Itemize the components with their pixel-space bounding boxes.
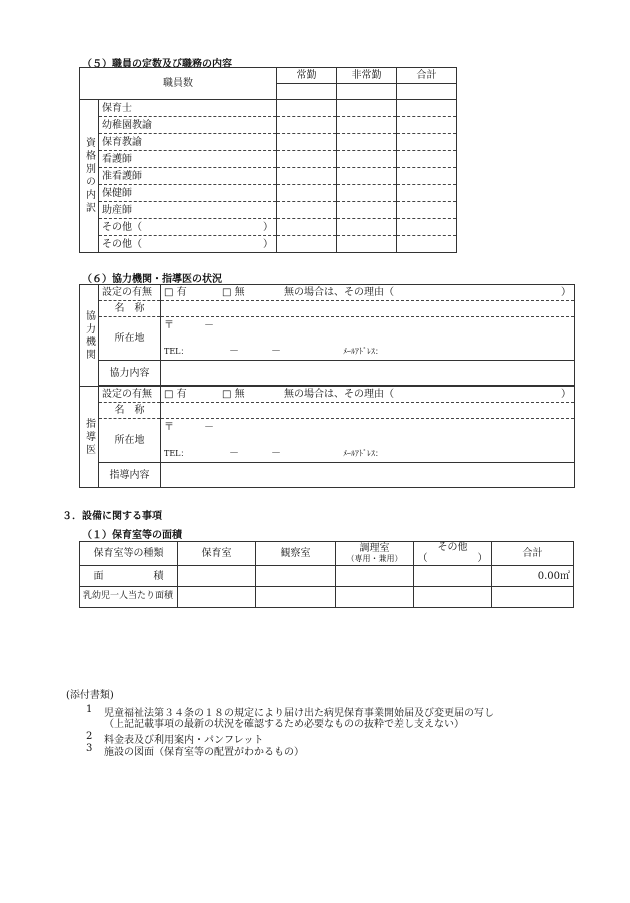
staff-cell[interactable]	[397, 168, 457, 185]
staff-cell[interactable]	[397, 202, 457, 219]
staff-row-label: 保育教諭	[99, 134, 277, 151]
yes-checkbox[interactable]: □ 有	[164, 287, 187, 298]
section-5-heading: （５）職員の定数及び職務の内容	[82, 59, 232, 70]
attachment-number: 2	[86, 731, 93, 742]
cooperation-table	[79, 284, 575, 488]
no-checkbox[interactable]: □ 無	[222, 287, 245, 298]
staff-cell[interactable]	[277, 168, 337, 185]
reason-close: ）	[561, 389, 571, 400]
kitchen-header	[336, 542, 414, 566]
close-paren: ）	[263, 238, 273, 250]
other-label: その他	[437, 542, 468, 553]
area-cell[interactable]	[178, 566, 256, 587]
parttime-header: 非常勤	[337, 68, 397, 84]
staff-cell[interactable]	[277, 134, 337, 151]
setting-label: 設定の有無	[99, 285, 161, 301]
observation-header: 観察室	[256, 542, 336, 566]
staff-cell[interactable]	[277, 219, 337, 236]
staff-cell[interactable]	[277, 202, 337, 219]
staff-cell[interactable]	[337, 100, 397, 117]
staff-count-header: 職員数	[80, 68, 277, 100]
reason-label: 無の場合は、その理由（	[284, 287, 394, 298]
name-field[interactable]	[161, 403, 575, 419]
staff-row-label: 看護師	[99, 151, 277, 168]
staff-cell[interactable]	[337, 202, 397, 219]
attachment-text: 施設の図面（保育室等の配置がわかるもの）	[104, 747, 304, 758]
staff-cell[interactable]	[277, 236, 337, 253]
fulltime-total-cell[interactable]	[277, 84, 337, 100]
staff-cell[interactable]	[337, 168, 397, 185]
content-label: 指導内容	[99, 463, 161, 488]
setting-label: 設定の有無	[99, 387, 161, 403]
parttime-total-cell[interactable]	[337, 84, 397, 100]
staff-cell[interactable]	[397, 117, 457, 134]
staff-row-other[interactable]	[99, 236, 277, 253]
per-child-cell[interactable]	[492, 587, 574, 608]
staff-cell[interactable]	[277, 117, 337, 134]
staff-row-label: 保育士	[99, 100, 277, 117]
per-child-row-label: 乳幼児一人当たり面積	[80, 587, 178, 608]
area-total-value: 0.00㎡	[492, 566, 574, 587]
staff-row-label: 保健師	[99, 185, 277, 202]
total-header: 合計	[397, 68, 457, 84]
staff-row-label: 幼稚園教諭	[99, 117, 277, 134]
tel-label: TEL：	[164, 347, 189, 357]
attachment-number: 1	[86, 704, 93, 715]
mail-label: ﾒｰﾙｱﾄﾞﾚｽ：	[343, 449, 383, 459]
staff-table	[79, 67, 457, 253]
area-row-label: 面 積	[80, 566, 178, 587]
staff-row-label: 助産師	[99, 202, 277, 219]
name-field[interactable]	[161, 301, 575, 317]
content-field[interactable]	[161, 361, 575, 386]
nursery-header: 保育室	[178, 542, 256, 566]
kitchen-sub-label: （専用・兼用）	[346, 553, 403, 563]
staff-cell[interactable]	[397, 134, 457, 151]
staff-cell[interactable]	[337, 134, 397, 151]
tel-dash: －	[271, 346, 281, 357]
fulltime-header: 常勤	[277, 68, 337, 84]
advisor-block-label: 指導医	[80, 387, 99, 488]
staff-row-label: 准看護師	[99, 168, 277, 185]
attachment-text: 料金表及び利用案内・パンフレット	[104, 735, 264, 746]
name-label: 名 称	[99, 301, 161, 317]
total-total-cell[interactable]	[397, 84, 457, 100]
tel-dash: －	[271, 448, 281, 459]
attachment-note: （上記記載事項の最新の状況を確認するため必要なものの抜粋で差し支えない）	[104, 719, 464, 730]
address-label: 所在地	[99, 419, 161, 463]
staff-cell[interactable]	[337, 185, 397, 202]
area-cell[interactable]	[336, 566, 414, 587]
section-6-heading: （６）協力機関・指導医の状況	[82, 274, 222, 285]
other-header	[414, 542, 492, 566]
staff-cell[interactable]	[397, 236, 457, 253]
postal-label: 〒 －	[164, 422, 214, 433]
mail-label: ﾒｰﾙｱﾄﾞﾚｽ：	[343, 347, 383, 357]
staff-cell[interactable]	[337, 219, 397, 236]
address-label: 所在地	[99, 317, 161, 361]
close-paren: ）	[263, 221, 273, 233]
postal-label: 〒 －	[164, 320, 214, 331]
setting-field	[161, 387, 575, 403]
kitchen-label: 調理室	[359, 543, 390, 555]
yes-checkbox[interactable]: □ 有	[164, 389, 187, 400]
no-checkbox[interactable]: □ 無	[222, 389, 245, 400]
staff-cell[interactable]	[277, 185, 337, 202]
per-child-cell[interactable]	[178, 587, 256, 608]
staff-cell[interactable]	[337, 236, 397, 253]
staff-cell[interactable]	[337, 151, 397, 168]
staff-row-other[interactable]	[99, 219, 277, 236]
reason-label: 無の場合は、その理由（	[284, 389, 394, 400]
setting-field	[161, 285, 575, 301]
reason-close: ）	[561, 287, 571, 298]
staff-cell[interactable]	[397, 185, 457, 202]
staff-cell[interactable]	[337, 117, 397, 134]
area-subheading: （１）保育室等の面積	[82, 530, 182, 541]
staff-row-label: その他（	[102, 221, 142, 233]
staff-row-label: その他（	[102, 238, 142, 250]
total-header: 合計	[492, 542, 574, 566]
area-table	[79, 541, 574, 608]
tel-dash: －	[229, 448, 239, 459]
staff-cell[interactable]	[277, 100, 337, 117]
per-child-cell[interactable]	[336, 587, 414, 608]
attachment-text: 児童福祉法第３４条の１８の規定により届け出た病児保育事業開始届及び変更届の写し	[104, 708, 494, 719]
area-cell[interactable]	[414, 566, 492, 587]
tel-label: TEL：	[164, 449, 189, 459]
area-cell[interactable]	[256, 566, 336, 587]
attachments-heading: (添付書類)	[66, 690, 114, 701]
tel-dash: －	[229, 346, 239, 357]
per-child-cell[interactable]	[414, 587, 492, 608]
name-label: 名 称	[99, 403, 161, 419]
attachment-number: 3	[86, 743, 93, 754]
staff-cell[interactable]	[277, 151, 337, 168]
per-child-cell[interactable]	[256, 587, 336, 608]
cooperation-block-label: 協力機関	[80, 285, 99, 387]
other-sub-label: （ ）	[417, 552, 488, 564]
qualification-group-label: 資格別の内訳	[80, 100, 99, 253]
address-field[interactable]	[161, 419, 575, 463]
content-label: 協力内容	[99, 361, 161, 386]
content-field[interactable]	[161, 463, 575, 488]
staff-cell[interactable]	[397, 219, 457, 236]
staff-cell[interactable]	[397, 151, 457, 168]
address-field[interactable]	[161, 317, 575, 361]
section-3-heading: ３．設備に関する事項	[62, 511, 162, 522]
type-header: 保育室等の種類	[80, 542, 178, 566]
staff-cell[interactable]	[397, 100, 457, 117]
